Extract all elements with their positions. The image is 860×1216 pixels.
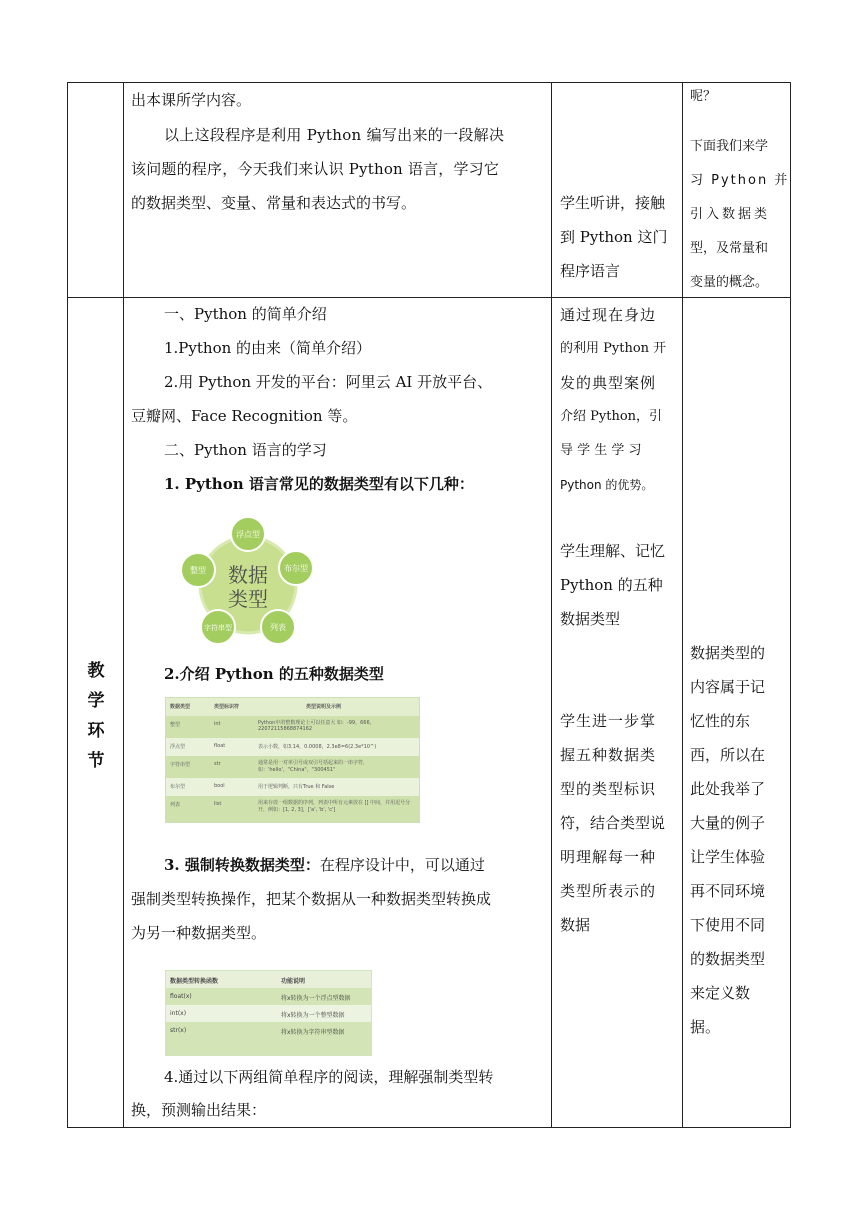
table-cell: Python中的整数理论上可以任意大 如：-99，666，22072115868874162 [258,720,375,732]
table-cell: str [214,761,221,767]
para3-rest: 在程序设计中，可以通过 [319,856,485,874]
table-cell: 将x转换为字符串型数据 [281,1029,345,1036]
table-header-cell: 数据类型 [170,704,191,710]
activity-line: 学生理解、记忆 [560,542,666,560]
table-border-left [67,82,68,1128]
table-cell: int [214,721,221,727]
heading-data-types: 1. Python 语言常见的数据类型有以下几种： [164,475,474,493]
intent-line: 数据类型的 [690,644,766,662]
diagram-petal-label: 字符串型 [204,624,232,632]
activity-block-2 [560,534,676,636]
intent-line: 的数据类型 [690,950,766,968]
diagram-center-text: 类型 [228,587,268,611]
intent-line: 大量的例子 [690,814,766,832]
para3-line-1 [164,849,485,882]
data-type-table [165,697,420,823]
table-header-cell: 类型标识符 [214,704,240,710]
activity-line: 发的典型案例 [560,374,657,392]
top-intent-line: 呢？ [690,89,717,104]
activity-line: 数据类型 [560,610,621,628]
intent-line: 据。 [690,1018,721,1036]
table-row [166,778,419,796]
table-row [166,716,419,738]
para4-line-2: 换，预测输出结果： [131,1101,267,1119]
top-text-line-3: 该问题的程序，今天我们来认识 Python 语言，学习它 [131,160,500,178]
section-label-char: 教 [87,661,105,681]
intro-item-1: 1.Python 的由来（简单介绍） [164,339,372,357]
table-header-row [166,698,419,716]
activity-line: 型的类型标识 [560,780,657,798]
conversion-table [165,970,372,1056]
activity-line: 类型所表示的 [560,882,657,900]
data-type-diagram [170,512,330,647]
intent-line: 忆性的东 [690,712,751,730]
activity-line: 数据 [560,916,591,934]
intent-line: 下使用不同 [690,916,766,934]
table-cell: 字符串型 [170,762,191,768]
table-cell: str(x) [170,1027,187,1034]
table-header-row [166,971,371,988]
table-cell: int(x) [170,1010,187,1017]
top-intent-line: 习 Python 并 [690,173,790,188]
table-cell: 列表 [170,802,181,808]
intro-heading-1: 一、Python 的简单介绍 [164,305,327,323]
table-cell: 用于逻辑判断，只有True 和 False [258,784,335,790]
top-intent-text [690,80,790,300]
top-text-line-2: 以上这段程序是利用 Python 编写出来的一段解决 [164,126,505,144]
top-text-line-4: 的数据类型、变量、常量和表达式的书写。 [131,194,417,212]
intro-heading-2: 二、Python 语言的学习 [164,441,327,459]
para3-line-3: 为另一种数据类型。 [131,924,267,942]
heading-five-types: 2.介绍 Python 的五种数据类型 [164,665,384,683]
table-cell: 整型 [170,722,181,728]
section-label-char: 环 [87,721,105,741]
activity-line: 介绍 Python，引 [560,409,663,424]
intro-item-2-cont: 豆瓣网、Face Recognition 等。 [131,407,358,425]
para3-line-2: 强制类型转换操作，把某个数据从一种数据类型转换成 [131,890,492,908]
top-intent-line: 变量的概念。 [690,275,769,290]
activity-line: 握五种数据类 [560,746,657,764]
section-label-vertical [84,656,108,776]
column-divider-2 [551,82,552,1128]
activity-block-3 [560,704,676,942]
intro-item-2: 2.用 Python 开发的平台：阿里云 AI 开放平台、 [164,373,493,391]
table-cell: float [214,743,226,749]
section-label-char: 学 [87,691,105,711]
activity-line: 的利用 Python 开 [560,341,667,356]
para4-line-1: 4.通过以下两组简单程序的阅读，理解强制类型转 [164,1068,494,1086]
top-intent-line: 引入数据类 [690,207,771,222]
intent-block [690,636,786,1044]
intent-line: 内容属于记 [690,678,766,696]
activity-line: Python 的优势。 [560,478,654,492]
activity-line: 导 学 生 学 习 [560,443,642,458]
column-divider-3 [682,82,683,1128]
table-row [166,756,419,778]
activity-line: 学生进一步掌 [560,712,657,730]
table-cell: 将x转换为一个浮点型数据 [281,995,351,1002]
diagram-petal-label: 列表 [270,623,286,632]
activity-line: 符，结合类型说 [560,814,666,832]
intent-line: 让学生体验 [690,848,766,866]
table-row [166,1022,371,1055]
top-activity-line: 到 Python 这门 [560,228,668,246]
table-cell: list [214,801,222,807]
table-cell: bool [214,783,225,789]
table-row [166,738,419,756]
activity-line: 明理解每一种 [560,848,657,866]
table-border-right [790,82,791,1128]
intent-line: 西，所以在 [690,746,766,764]
table-row [166,796,419,822]
table-cell: 将x转换为一个整型数据 [281,1012,345,1019]
intent-line: 再不同环境 [690,882,766,900]
diagram-petal-label: 浮点型 [236,530,260,539]
table-cell: 用来存放一组数据的序列，列表中所有元素放在 [] 中间，并用逗号分开，例如：[1, 2, 3]，['a', 'b', 'c'] [258,800,411,813]
top-activity-line: 学生听讲，接触 [560,194,666,212]
table-header-cell: 类型说明及示例 [306,704,342,710]
para3-lead: 3. 强制转换数据类型： [164,856,320,874]
top-text-line-1: 出本课所学内容。 [131,91,252,109]
table-row [166,1005,371,1022]
top-activity-text [560,186,676,288]
table-header-cell: 数据类型转换函数 [170,978,219,985]
activity-block-1 [560,298,676,502]
table-cell: 浮点型 [170,744,186,750]
top-intent-line: 型，及常量和 [690,241,769,256]
intent-line: 此处我举了 [690,780,766,798]
table-cell: 通常是用一对单引号或双引号括起来的一串字符，如：'hello'，"China"，"300451" [258,760,369,773]
diagram-center-text: 数据 [228,563,268,587]
table-header-cell: 功能说明 [281,978,306,985]
table-cell: 表示小数，如3.14，0.0008，2.3e8=6(2.3e*10^) [258,744,377,750]
diagram-petal-label: 整型 [190,566,206,575]
top-activity-line: 程序语言 [560,262,621,280]
diagram-petal-label: 布尔型 [284,564,308,573]
column-divider-1 [123,82,124,1128]
activity-line: 通过现在身边 [560,306,657,324]
intent-line: 来定义数 [690,984,751,1002]
table-row [166,988,371,1005]
table-cell: float(x) [170,993,192,1000]
section-label-char: 节 [87,751,105,771]
activity-line: Python 的五种 [560,576,663,594]
top-intent-line: 下面我们来学 [690,139,769,154]
table-cell: 布尔型 [170,784,186,790]
